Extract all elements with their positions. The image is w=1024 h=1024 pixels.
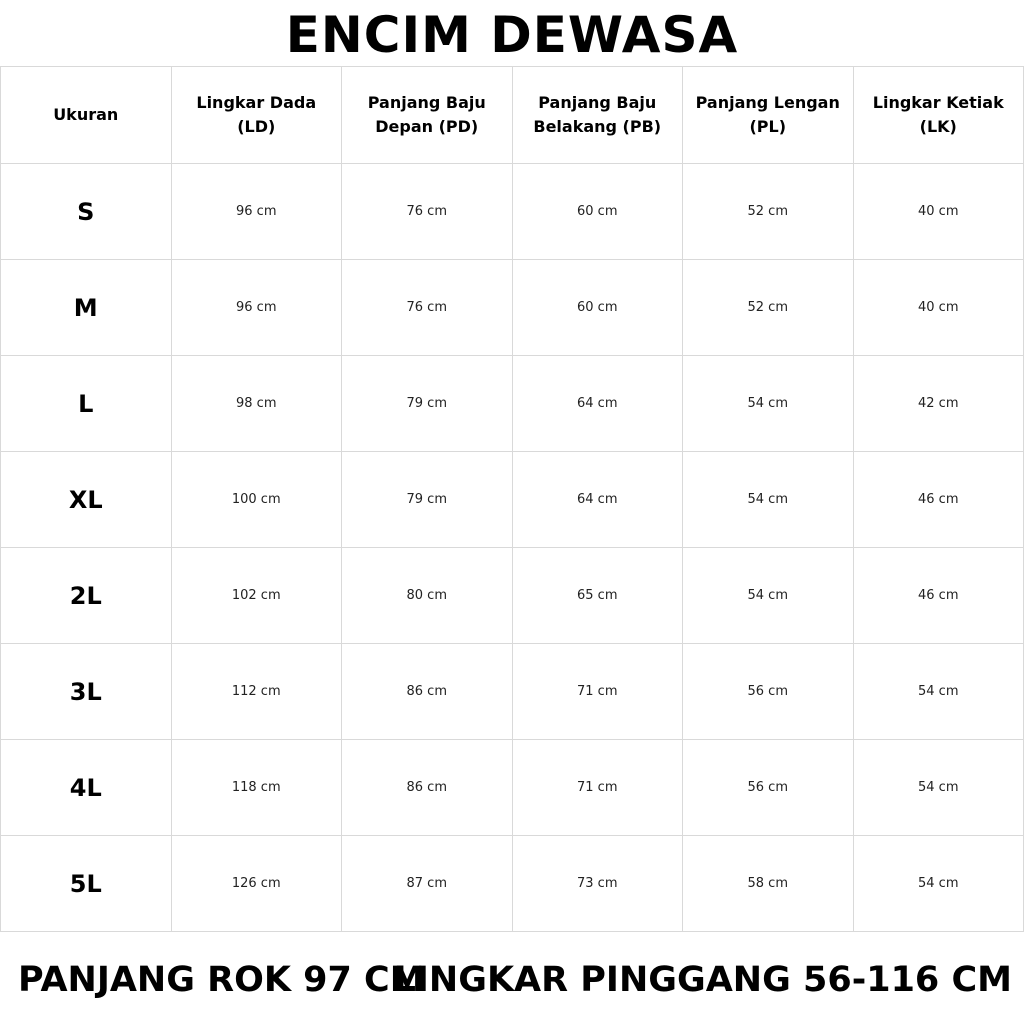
table-cell: 54 cm xyxy=(853,836,1024,932)
header-panjang-baju-belakang: Panjang Baju Belakang (PB) xyxy=(512,67,683,164)
table-row xyxy=(1,260,1024,356)
table-row xyxy=(1,452,1024,548)
table-cell: 64 cm xyxy=(512,356,683,452)
table-cell: 79 cm xyxy=(342,356,513,452)
header-panjang-lengan: Panjang Lengan (PL) xyxy=(683,67,854,164)
skirt-length-note: PANJANG ROK 97 CM xyxy=(18,960,425,1000)
table-cell: 79 cm xyxy=(342,452,513,548)
footer-notes xyxy=(0,950,1024,1010)
table-cell: 54 cm xyxy=(853,740,1024,836)
table-row xyxy=(1,164,1024,260)
page-title: ENCIM DEWASA xyxy=(285,6,739,64)
header-ukuran: Ukuran xyxy=(1,67,172,164)
table-cell: 126 cm xyxy=(171,836,342,932)
header-lingkar-ketiak: Lingkar Ketiak (LK) xyxy=(853,67,1024,164)
table-cell: 46 cm xyxy=(853,452,1024,548)
table-cell: 76 cm xyxy=(342,260,513,356)
table-cell: 86 cm xyxy=(342,740,513,836)
table-cell: 76 cm xyxy=(342,164,513,260)
size-label: XL xyxy=(1,452,172,548)
table-cell: 54 cm xyxy=(683,452,854,548)
table-cell: 42 cm xyxy=(853,356,1024,452)
size-label: M xyxy=(1,260,172,356)
table-cell: 60 cm xyxy=(512,260,683,356)
size-label: 4L xyxy=(1,740,172,836)
table-row xyxy=(1,740,1024,836)
table-cell: 46 cm xyxy=(853,548,1024,644)
table-cell: 102 cm xyxy=(171,548,342,644)
table-header-row xyxy=(1,67,1024,164)
table-cell: 86 cm xyxy=(342,644,513,740)
table-cell: 64 cm xyxy=(512,452,683,548)
table-cell: 52 cm xyxy=(683,164,854,260)
table-cell: 54 cm xyxy=(683,356,854,452)
size-label: 5L xyxy=(1,836,172,932)
table-cell: 112 cm xyxy=(171,644,342,740)
table-cell: 60 cm xyxy=(512,164,683,260)
table-cell: 56 cm xyxy=(683,644,854,740)
size-label: 3L xyxy=(1,644,172,740)
table-cell: 54 cm xyxy=(853,644,1024,740)
size-label: S xyxy=(1,164,172,260)
waist-circumference-note: LINGKAR PINGGANG 56-116 CM xyxy=(393,960,1012,1000)
table-cell: 118 cm xyxy=(171,740,342,836)
table-cell: 54 cm xyxy=(683,548,854,644)
size-label: L xyxy=(1,356,172,452)
table-cell: 87 cm xyxy=(342,836,513,932)
table-cell: 56 cm xyxy=(683,740,854,836)
table-row xyxy=(1,644,1024,740)
table-cell: 65 cm xyxy=(512,548,683,644)
table-row xyxy=(1,836,1024,932)
table-row xyxy=(1,356,1024,452)
size-label: 2L xyxy=(1,548,172,644)
table-cell: 96 cm xyxy=(171,164,342,260)
table-cell: 98 cm xyxy=(171,356,342,452)
header-lingkar-dada: Lingkar Dada (LD) xyxy=(171,67,342,164)
table-cell: 58 cm xyxy=(683,836,854,932)
table-cell: 71 cm xyxy=(512,740,683,836)
table-cell: 52 cm xyxy=(683,260,854,356)
table-cell: 71 cm xyxy=(512,644,683,740)
table-cell: 96 cm xyxy=(171,260,342,356)
table-cell: 40 cm xyxy=(853,260,1024,356)
table-cell: 73 cm xyxy=(512,836,683,932)
table-cell: 40 cm xyxy=(853,164,1024,260)
table-cell: 100 cm xyxy=(171,452,342,548)
table-cell: 80 cm xyxy=(342,548,513,644)
size-chart-table xyxy=(0,66,1024,932)
header-panjang-baju-depan: Panjang Baju Depan (PD) xyxy=(342,67,513,164)
table-row xyxy=(1,548,1024,644)
